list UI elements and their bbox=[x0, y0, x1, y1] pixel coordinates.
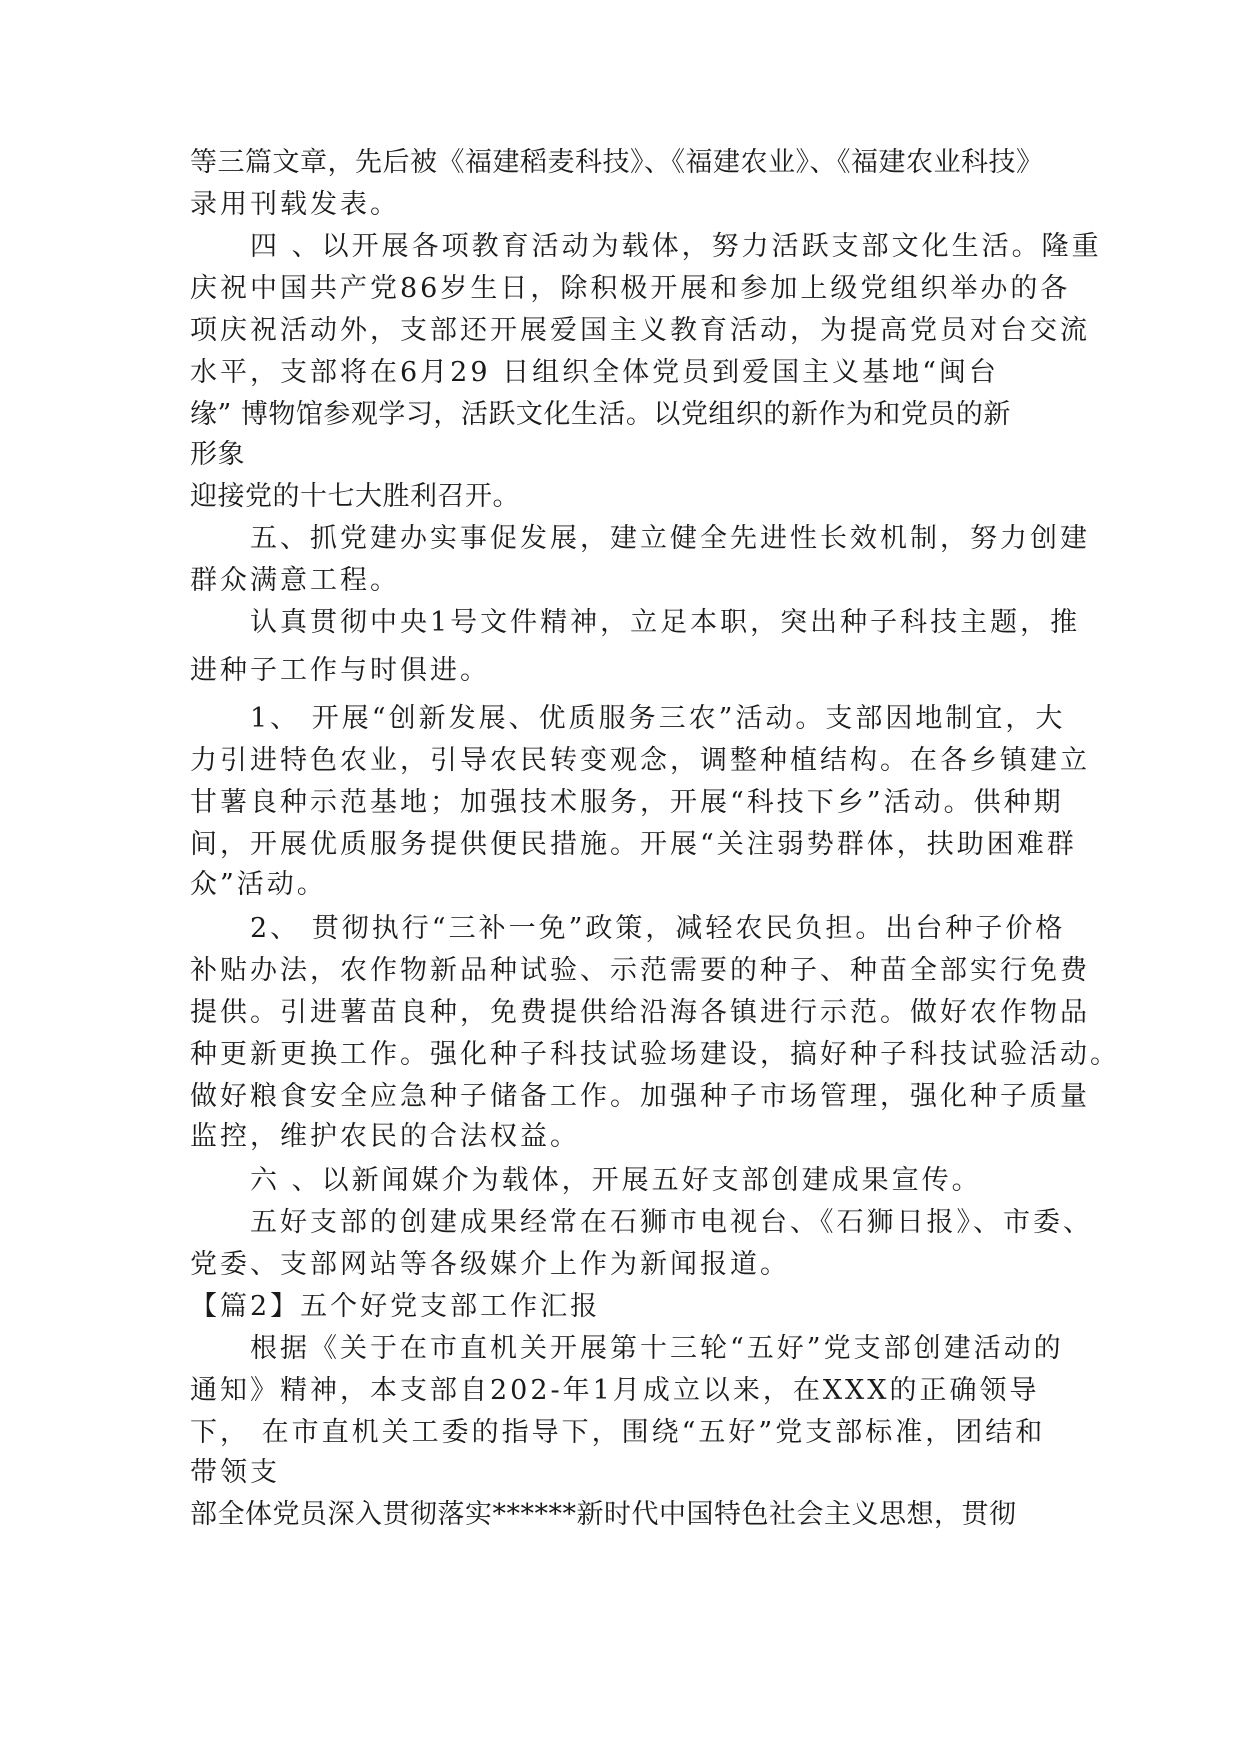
text-line: 认真贯彻中央1号文件精神，立足本职，突出种子科技主题，推 bbox=[250, 607, 1081, 638]
text-line: 下， 在市直机关工委的指导下，围绕“五好”党支部标准，团结和 bbox=[190, 1417, 1046, 1448]
text-line: 众”活动。 bbox=[190, 869, 327, 900]
text-line: 带领支 bbox=[190, 1457, 280, 1488]
text-line: 种更新更换工作。强化种子科技试验场建设，搞好种子科技试验活动。 bbox=[190, 1039, 1120, 1070]
text-line: 1、 开展“创新发展、优质服务三农”活动。支部因地制宜，大 bbox=[250, 703, 1066, 734]
text-line: 等三篇文章，先后被《福建稻麦科技》、《福建农业》、《福建农业科技》 bbox=[190, 147, 1044, 178]
text-line: 迎接党的十七大胜利召开。 bbox=[190, 481, 520, 512]
text-line: 水平，支部将在6月29 日组织全体党员到爱国主义基地“闽台 bbox=[190, 357, 999, 388]
text-line: 庆祝中国共产党86岁生日，除积极开展和参加上级党组织举办的各 bbox=[190, 273, 1071, 304]
text-line: 形象 bbox=[190, 439, 245, 470]
text-line: 缘” 博物馆参观学习，活跃文化生活。以党组织的新作为和党员的新 bbox=[190, 399, 1011, 430]
text-line: 六 、以新闻媒介为载体，开展五好支部创建成果宣传。 bbox=[250, 1165, 982, 1196]
text-line: 录用刊载发表。 bbox=[190, 189, 400, 220]
text-line: 根据《关于在市直机关开展第十三轮“五好”党支部创建活动的 bbox=[250, 1333, 1064, 1364]
text-line: 监控，维护农民的合法权益。 bbox=[190, 1121, 580, 1152]
text-line: 群众满意工程。 bbox=[190, 565, 400, 596]
text-line: 进种子工作与时俱进。 bbox=[190, 655, 490, 686]
text-line: 间，开展优质服务提供便民措施。开展“关注弱势群体，扶助困难群 bbox=[190, 829, 1077, 860]
text-line: 五好支部的创建成果经常在石狮市电视台、《石狮日报》、市委、 bbox=[250, 1207, 1093, 1238]
text-line: 党委、支部网站等各级媒介上作为新闻报道。 bbox=[190, 1249, 790, 1280]
text-line: 力引进特色农业，引导农民转变观念，调整种植结构。在各乡镇建立 bbox=[190, 745, 1090, 776]
text-line: 做好粮食安全应急种子储备工作。加强种子市场管理，强化种子质量 bbox=[190, 1081, 1090, 1112]
text-line: 五、抓党建办实事促发展，建立健全先进性长效机制，努力创建 bbox=[250, 523, 1090, 554]
text-line: 甘薯良种示范基地；加强技术服务，开展“科技下乡”活动。供种期 bbox=[190, 787, 1064, 818]
text-line: 通知》精神，本支部自202-年1月成立以来，在XXX的正确领导 bbox=[190, 1375, 1040, 1406]
text-line: 部全体党员深入贯彻落实******新时代中国特色社会主义思想，贯彻 bbox=[190, 1499, 1017, 1530]
section-heading: 【篇2】五个好党支部工作汇报 bbox=[190, 1291, 601, 1322]
text-line: 四 、以开展各项教育活动为载体，努力活跃支部文化生活。隆重 bbox=[250, 231, 1102, 262]
text-line: 2、 贯彻执行“三补一免”政策，减轻农民负担。出台种子价格 bbox=[250, 913, 1066, 944]
text-line: 补贴办法，农作物新品种试验、示范需要的种子、种苗全部实行免费 bbox=[190, 955, 1090, 986]
text-line: 提供。引进薯苗良种，免费提供给沿海各镇进行示范。做好农作物品 bbox=[190, 997, 1090, 1028]
text-line: 项庆祝活动外，支部还开展爱国主义教育活动，为提高党员对台交流 bbox=[190, 315, 1090, 346]
